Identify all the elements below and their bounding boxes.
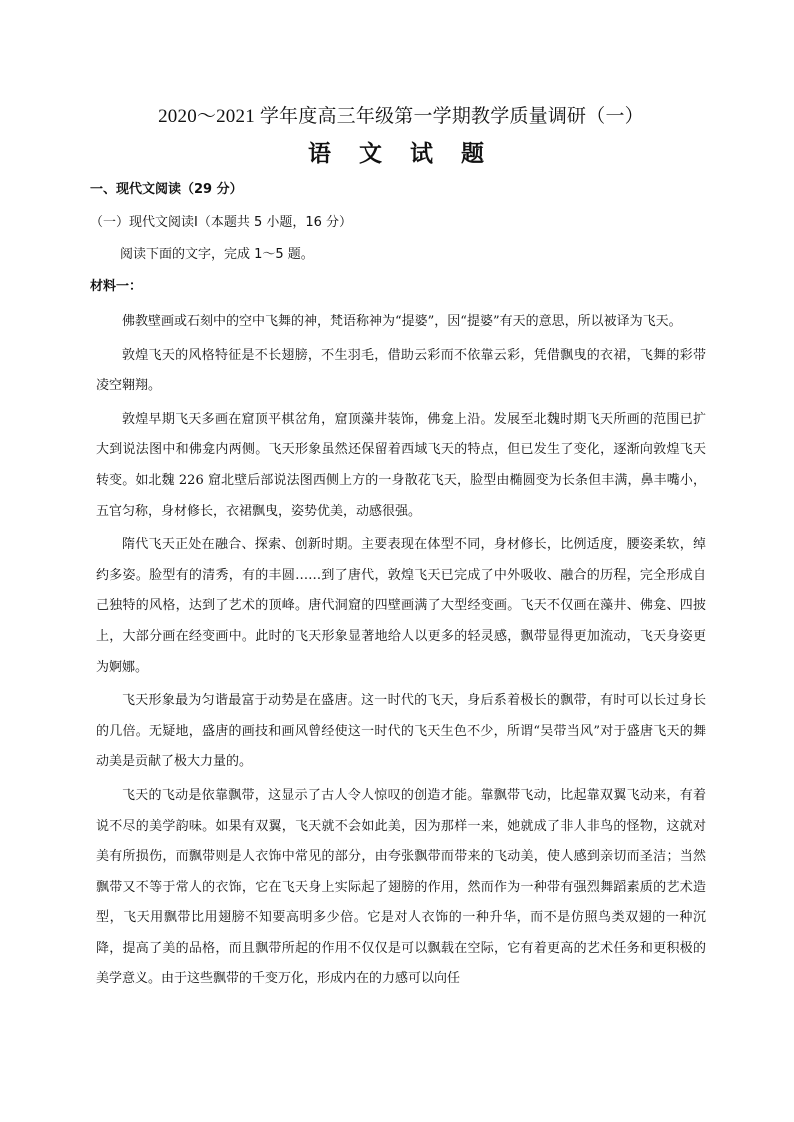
exam-title: 2020～2021 学年度高三年级第一学期教学质量调研（一） bbox=[158, 106, 644, 127]
paragraph-3: 敦煌早期飞天多画在窟顶平棋岔角，窟顶藻井装饰，佛龛上沿。发展至北魏时期飞天所画的范围已扩大到说法图中和佛龛内两侧。飞天形象虽然还保留着西域飞天的特点，但已发生了变化，逐渐向敦煌飞天转变。如北魏 226 窟北壁后部说法图西侧上方的一身散花飞天，脸型由椭圆变为长条但丰满，鼻丰嘴小，五官匀称，身材修长，衣裙飘曳，姿势优美，动感很强。 bbox=[96, 411, 706, 519]
paragraph-5: 飞天形象最为匀谐最富于动势是在盛唐。这一时代的飞天，身后系着极长的飘带，有时可以长过身长的几倍。无疑地，盛唐的画技和画风曾经使这一时代的飞天生色不少，所谓“吴带当风”对于盛唐飞天的舞动美是贡献了极大力量的。 bbox=[96, 693, 706, 770]
subject-title: 语 文 试 题 bbox=[307, 141, 495, 167]
section-heading: 一、现代文阅读（29 分） bbox=[90, 182, 243, 197]
paragraph-6: 飞天的飞动是依靠飘带，这显示了古人令人惊叹的创造才能。靠飘带飞动，比起靠双翼飞动来，有着说不尽的美学韵味。如果有双翼，飞天就不会如此美，因为那样一来，她就成了非人非鸟的怪物，这就对美有所损伤，而飘带则是人衣饰中常见的部分，由夸张飘带而带来的飞动美，使人感到亲切而圣洁；当然飘带又不等于常人的衣饰，它在飞天身上实际起了翅膀的作用，然而作为一种带有强烈舞蹈素质的艺术造型，飞天用飘带比用翅膀不知要高明多少倍。它是对人衣饰的一种升华，而不是仿照鸟类双翅的一种沉降，提高了美的品格，而且飘带所起的作用不仅仅是可以飘载在空际，它有着更高的艺术任务和更积极的美学意义。由于这些飘带的千变万化，形成内在的力感可以向任 bbox=[96, 787, 706, 987]
subsection-heading: （一）现代文阅读Ⅰ（本题共 5 小题，16 分） bbox=[90, 215, 353, 230]
paragraph-1: 佛教壁画或石刻中的空中飞舞的神，梵语称神为“提婆”，因“提婆”有天的意思，所以被译为飞天。 bbox=[122, 314, 682, 329]
reading-instruction: 阅读下面的文字，完成 1～5 题。 bbox=[120, 247, 314, 262]
material-label: 材料一： bbox=[90, 279, 143, 294]
paragraph-2: 敦煌飞天的风格特征是不长翅膀，不生羽毛，借助云彩而不依靠云彩，凭借飘曳的衣裙，飞舞的彩带凌空翱翔。 bbox=[96, 347, 706, 394]
paragraph-4: 隋代飞天正处在融合、探索、创新时期。主要表现在体型不同，身材修长，比例适度，腰姿柔软，绰约多姿。脸型有的清秀，有的丰圆……到了唐代，敦煌飞天已完成了中外吸收、融合的历程，完全形成自己独特的风格，达到了艺术的顶峰。唐代洞窟的四壁画满了大型经变画。飞天不仅画在藻井、佛龛、四披上，大部分画在经变画中。此时的飞天形象显著地给人以更多的轻灵感，飘带显得更加流动，飞天身姿更为婀娜。 bbox=[96, 537, 706, 675]
